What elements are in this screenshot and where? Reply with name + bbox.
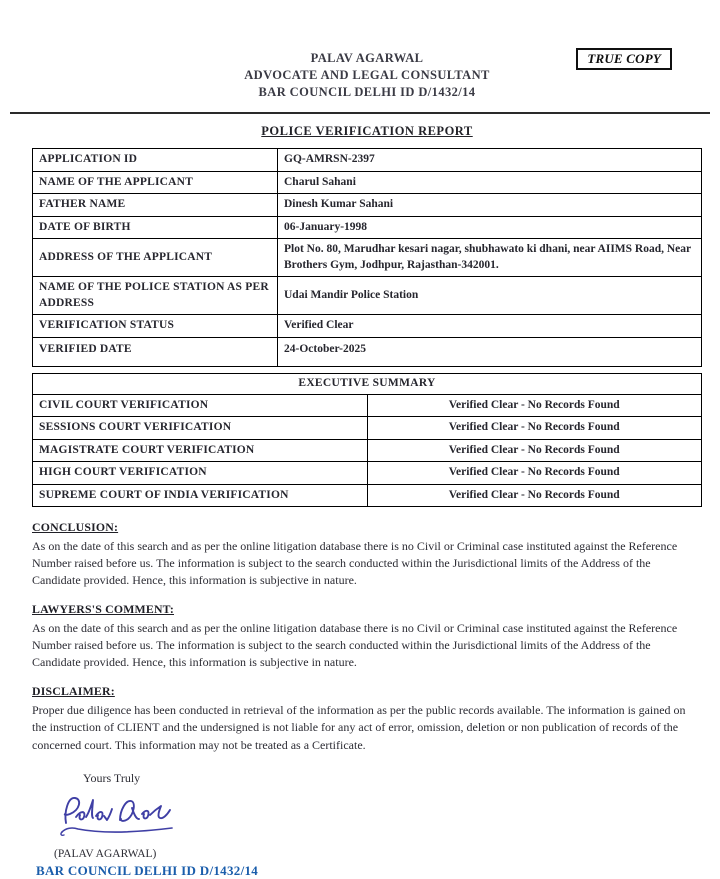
disclaimer-section [32, 684, 702, 753]
conclusion-text: As on the date of this search and as per the online litigation database there is no Civil or Criminal case instituted against the Reference Number raised before us. The information is subject to the search conducted within the Jurisdictional limits of the Address of the Candidate provided. Hence, this information is subjective in nature. [32, 539, 678, 588]
summary-header-row [33, 374, 702, 395]
summary-value: Verified Clear - No Records Found [367, 394, 702, 417]
conclusion-heading: CONCLUSION: [32, 520, 119, 535]
summary-label: SUPREME COURT OF INDIA VERIFICATION [33, 484, 368, 507]
field-label: VERIFIED DATE [33, 337, 278, 367]
summary-row [33, 484, 702, 507]
field-label: VERIFICATION STATUS [33, 315, 278, 338]
applicant-info-table [32, 148, 702, 367]
field-value: GQ-AMRSN-2397 [278, 149, 702, 172]
field-value: Verified Clear [278, 315, 702, 338]
summary-value: Verified Clear - No Records Found [367, 417, 702, 440]
table-row [33, 216, 702, 239]
summary-label: MAGISTRATE COURT VERIFICATION [33, 439, 368, 462]
executive-summary-table [32, 373, 702, 507]
table-row [33, 337, 702, 367]
summary-value: Verified Clear - No Records Found [367, 439, 702, 462]
lawyers-comment-section [32, 602, 702, 671]
executive-summary-title: EXECUTIVE SUMMARY [33, 374, 702, 395]
bar-council-id: BAR COUNCIL DELHI ID D/1432/14 [36, 862, 259, 878]
conclusion-section [32, 520, 702, 589]
letterhead-role: ADVOCATE AND LEGAL CONSULTANT [244, 68, 490, 82]
true-copy-stamp: TRUE COPY [576, 48, 672, 70]
summary-row [33, 394, 702, 417]
summary-row [33, 439, 702, 462]
table-row [33, 171, 702, 194]
letterhead-name: PALAV AGARWAL [310, 51, 424, 65]
table-row [33, 277, 702, 315]
field-value: Dinesh Kumar Sahani [278, 194, 702, 217]
summary-label: HIGH COURT VERIFICATION [33, 462, 368, 485]
field-value: 06-January-1998 [278, 216, 702, 239]
table-row [33, 239, 702, 277]
letterhead-bar-id: BAR COUNCIL DELHI ID D/1432/14 [258, 85, 476, 99]
summary-value: Verified Clear - No Records Found [367, 484, 702, 507]
field-value: 24-October-2025 [278, 337, 702, 367]
field-label: DATE OF BIRTH [33, 216, 278, 239]
summary-value: Verified Clear - No Records Found [367, 462, 702, 485]
header-divider [10, 112, 710, 114]
field-label: ADDRESS OF THE APPLICANT [33, 239, 278, 277]
yours-truly-text: Yours Truly [83, 770, 141, 785]
field-label: NAME OF THE APPLICANT [33, 171, 278, 194]
disclaimer-heading: DISCLAIMER: [32, 684, 115, 699]
summary-row [33, 417, 702, 440]
table-row [33, 149, 702, 172]
summary-label: CIVIL COURT VERIFICATION [33, 394, 368, 417]
field-label: NAME OF THE POLICE STATION AS PER ADDRESS [33, 277, 278, 315]
field-label: APPLICATION ID [33, 149, 278, 172]
signature-image [54, 790, 702, 848]
table-row [33, 194, 702, 217]
lawyers-comment-text: As on the date of this search and as per the online litigation database there is no Civil or Criminal case instituted against the Reference Number raised before us. The information is subject to the search conducted within the Jurisdictional limits of the Address of the Candidate provided. Hence, this information is subjective in nature. [32, 621, 678, 670]
field-label: FATHER NAME [33, 194, 278, 217]
report-title: POLICE VERIFICATION REPORT [261, 124, 473, 138]
lawyers-comment-heading: LAWYERS'S COMMENT: [32, 602, 175, 617]
field-value: Plot No. 80, Marudhar kesari nagar, shubhawato ki dhani, near AIIMS Road, Near Brothers Gym, Jodhpur, Rajasthan-342001. [278, 239, 702, 277]
summary-label: SESSIONS COURT VERIFICATION [33, 417, 368, 440]
field-value: Charul Sahani [278, 171, 702, 194]
summary-row [33, 462, 702, 485]
table-row [33, 315, 702, 338]
signatory-name: (PALAV AGARWAL) [54, 847, 157, 860]
field-value: Udai Mandir Police Station [278, 277, 702, 315]
disclaimer-text: Proper due diligence has been conducted in retrieval of the information as per the public records available. The information is gained on the instruction of CLIENT and the undersigned is not liable for any act of error, omission, deletion or non publication of records of the concerned court. This information may not be treated as a Certificate. [32, 703, 686, 752]
